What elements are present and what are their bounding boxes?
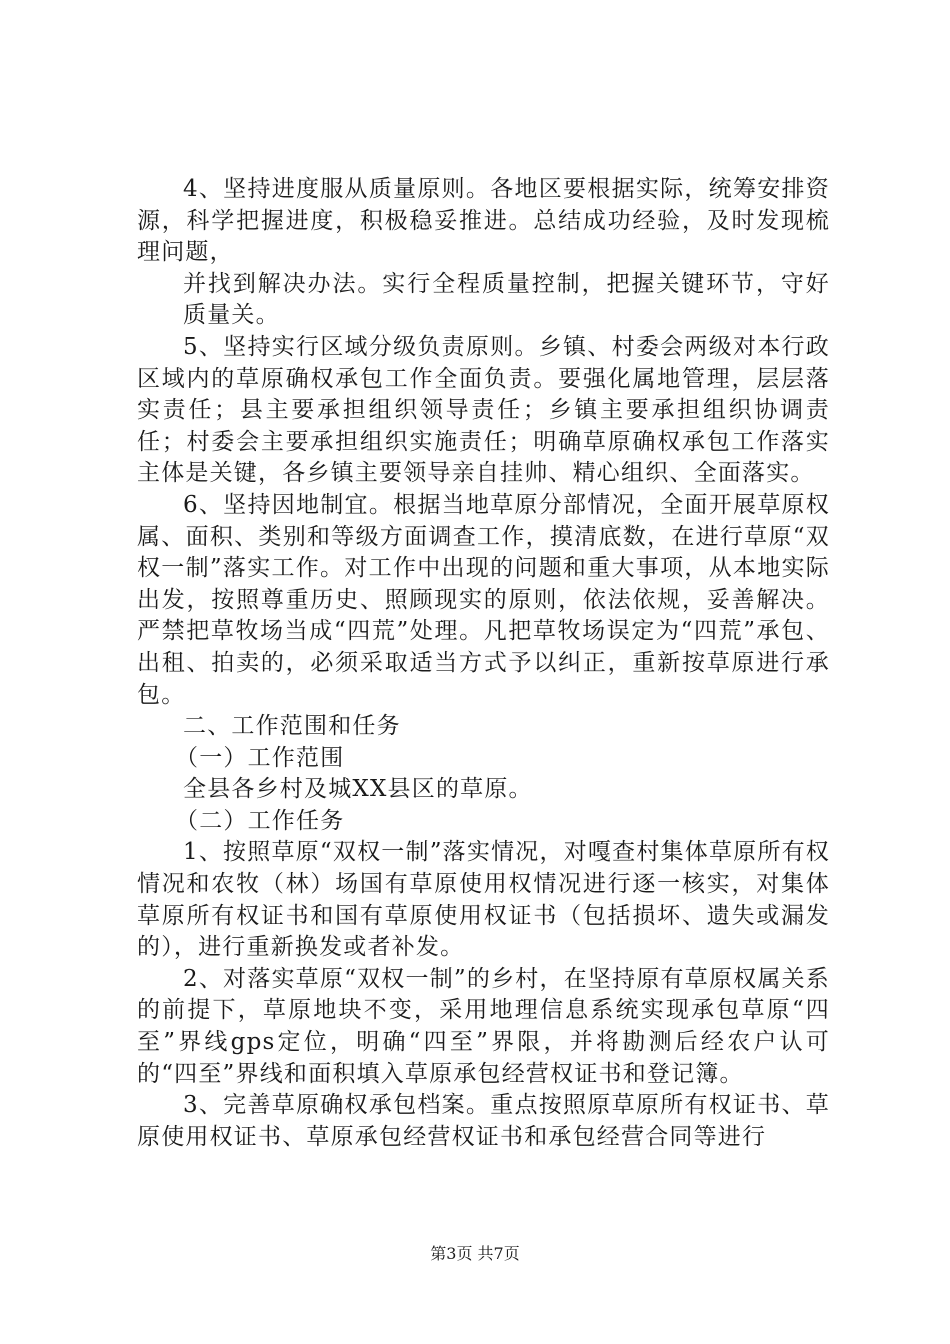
paragraph-task-3: 3、完善草原确权承包档案。重点按照原草原所有权证书、草原使用权证书、草原承包经营权证书和承包经营合同等进行 — [137, 1092, 830, 1150]
paragraph-scope-text: 全县各乡村及城XX县区的草原。 — [183, 776, 533, 803]
subsection-heading-scope: （一）工作范围 — [175, 744, 345, 771]
document-body — [137, 174, 830, 1153]
paragraph-principle-6: 6、坚持因地制宜。根据当地草原分部情况，全面开展草原权属、面积、类别和等级方面调查工作，摸清底数，在进行草原“双权一制”落实工作。对工作中出现的问题和重大事项，从本地实际出发，按照尊重历史、照顾现实的原则，依法依规，妥善解决。严禁把草牧场当成“四荒”处理。凡把草牧场误定为“四荒”承包、出租、拍卖的，必须采取适当方式予以纠正，重新按草原进行承包。 — [137, 491, 830, 708]
paragraph-task-1: 1、按照草原“双权一制”落实情况，对嘎查村集体草原所有权情况和农牧（林）场国有草原使用权情况进行逐一核实，对集体草原所有权证书和国有草原使用权证书（包括损坏、遗失或漏发的），进行重新换发或者补发。 — [137, 839, 830, 961]
subsection-heading-tasks: （二）工作任务 — [175, 807, 345, 834]
paragraph-principle-5: 5、坚持实行区域分级负责原则。乡镇、村委会两级对本行政区域内的草原确权承包工作全面负责。要强化属地管理，层层落实责任；县主要承担组织领导责任；乡镇主要承担组织协调责任；村委会主要承担组织实施责任；明确草原确权承包工作落实主体是关键，各乡镇主要领导亲自挂帅、精心组织、全面落实。 — [137, 333, 830, 487]
paragraph-task-2: 2、对落实草原“双权一制”的乡村，在坚持原有草原权属关系的前提下，草原地块不变，采用地理信息系统实现承包草原“四至”界线gps定位，明确“四至”界限，并将勘测后经农户认可的“四至”界线和面积填入草原承包经营权证书和登记簿。 — [137, 965, 830, 1087]
paragraph-principle-4-continued: 并找到解决办法。实行全程质量控制，把握关键环节，守好质量关。 — [183, 270, 830, 329]
paragraph-principle-4: 4、坚持进度服从质量原则。各地区要根据实际，统筹安排资源，科学把握进度，积极稳妥推进。总结成功经验，及时发现梳理问题， — [137, 176, 830, 266]
section-heading-scope-and-tasks: 二、工作范围和任务 — [183, 713, 401, 740]
page-footer: 第3页 共7页 — [430, 1244, 520, 1263]
